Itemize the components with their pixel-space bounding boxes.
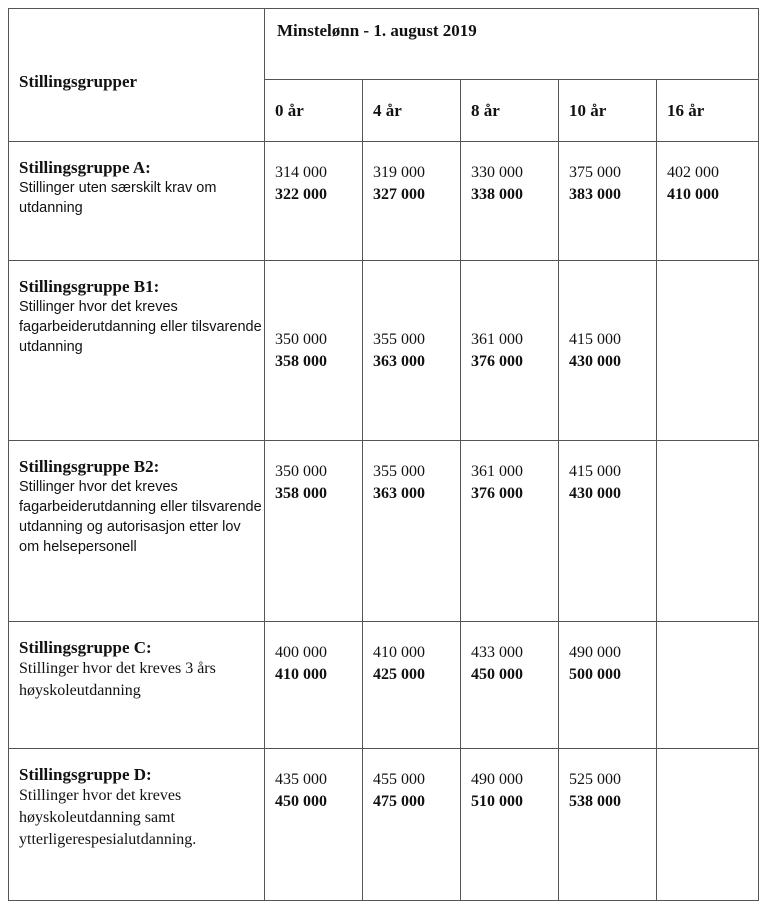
table-row-group-b2 [9, 441, 759, 622]
value-cell [559, 142, 657, 261]
value-cell [265, 142, 363, 261]
value-old: 361 000 [471, 463, 523, 480]
value-cell [461, 622, 559, 749]
value-cell [461, 749, 559, 901]
table-row-group-d [9, 749, 759, 901]
value-old: 355 000 [373, 330, 425, 348]
group-description: Stillinger uten særskilt krav om utdanning [19, 180, 217, 216]
empty-cell [657, 622, 759, 749]
value-new: 327 000 [373, 186, 425, 203]
group-cell [9, 622, 265, 749]
table-row-group-c [9, 622, 759, 749]
header-row-main [9, 9, 759, 80]
value-new: 363 000 [373, 485, 425, 502]
value-new: 425 000 [373, 666, 425, 683]
value-cell [559, 749, 657, 901]
value-old: 490 000 [471, 771, 523, 788]
empty-cell [657, 441, 759, 622]
value-new: 538 000 [569, 793, 621, 810]
value-cell [461, 261, 559, 441]
header-year-16: 16 år [657, 80, 759, 142]
header-group-label: Stillingsgrupper [9, 9, 265, 142]
empty-cell [657, 261, 759, 441]
value-cell [461, 441, 559, 622]
value-new: 475 000 [373, 793, 425, 810]
value-old: 435 000 [275, 771, 327, 788]
value-new: 383 000 [569, 186, 621, 203]
value-old: 433 000 [471, 644, 523, 661]
value-cell [461, 142, 559, 261]
header-year-0: 0 år [265, 80, 363, 142]
value-cell [559, 261, 657, 441]
value-old: 350 000 [275, 463, 327, 480]
value-cell [265, 441, 363, 622]
value-new: 430 000 [569, 485, 621, 502]
value-new: 322 000 [275, 186, 327, 203]
table-row-group-a [9, 142, 759, 261]
group-title: Stillingsgruppe B2: [19, 457, 160, 476]
value-old: 410 000 [373, 644, 425, 661]
group-cell [9, 261, 265, 441]
value-cell [363, 142, 461, 261]
value-cell [559, 622, 657, 749]
value-new: 450 000 [471, 666, 523, 683]
group-cell [9, 749, 265, 901]
value-cell [265, 622, 363, 749]
value-new: 410 000 [667, 186, 719, 203]
value-new: 363 000 [373, 352, 425, 370]
value-old: 415 000 [569, 463, 621, 480]
value-old: 314 000 [275, 164, 327, 181]
value-old: 361 000 [471, 330, 523, 348]
value-new: 410 000 [275, 666, 327, 683]
group-title: Stillingsgruppe D: [19, 765, 152, 784]
value-cell [363, 441, 461, 622]
value-cell [265, 261, 363, 441]
minimum-wage-table [8, 8, 759, 901]
value-cell [363, 622, 461, 749]
group-description: Stillinger hvor det kreves fagarbeiderutdanning eller tilsvarende utdanning og autorisasjon etter lov om helsepersonell [19, 479, 262, 555]
header-year-4: 4 år [363, 80, 461, 142]
value-new: 430 000 [569, 352, 621, 370]
value-cell [559, 441, 657, 622]
value-old: 319 000 [373, 164, 425, 181]
value-old: 455 000 [373, 771, 425, 788]
value-cell [363, 749, 461, 901]
value-old: 375 000 [569, 164, 621, 181]
group-title: Stillingsgruppe B1: [19, 277, 160, 296]
group-cell [9, 142, 265, 261]
value-old: 525 000 [569, 771, 621, 788]
value-new: 376 000 [471, 485, 523, 502]
value-old: 490 000 [569, 644, 621, 661]
value-old: 350 000 [275, 330, 327, 348]
group-cell [9, 441, 265, 622]
value-cell [363, 261, 461, 441]
table-row-group-b1 [9, 261, 759, 441]
value-old: 355 000 [373, 463, 425, 480]
empty-cell [657, 749, 759, 901]
value-old: 415 000 [569, 330, 621, 348]
value-cell [265, 749, 363, 901]
header-year-8: 8 år [461, 80, 559, 142]
group-description: Stillinger hvor det kreves høyskoleutdanning samt ytterligerespesialutdanning. [19, 787, 197, 848]
group-description: Stillinger hvor det kreves 3 års høyskoleutdanning [19, 660, 216, 699]
value-new: 338 000 [471, 186, 523, 203]
value-new: 450 000 [275, 793, 327, 810]
header-year-10: 10 år [559, 80, 657, 142]
group-description: Stillinger hvor det kreves fagarbeiderutdanning eller tilsvarende utdanning [19, 299, 262, 355]
value-new: 358 000 [275, 485, 327, 502]
group-title: Stillingsgruppe A: [19, 158, 151, 177]
value-new: 500 000 [569, 666, 621, 683]
value-old: 330 000 [471, 164, 523, 181]
header-main-title: Minstelønn - 1. august 2019 [265, 9, 759, 80]
value-old: 402 000 [667, 164, 719, 181]
value-new: 358 000 [275, 352, 327, 370]
value-cell [657, 142, 759, 261]
group-title: Stillingsgruppe C: [19, 638, 152, 657]
value-old: 400 000 [275, 644, 327, 661]
value-new: 376 000 [471, 352, 523, 370]
value-new: 510 000 [471, 793, 523, 810]
